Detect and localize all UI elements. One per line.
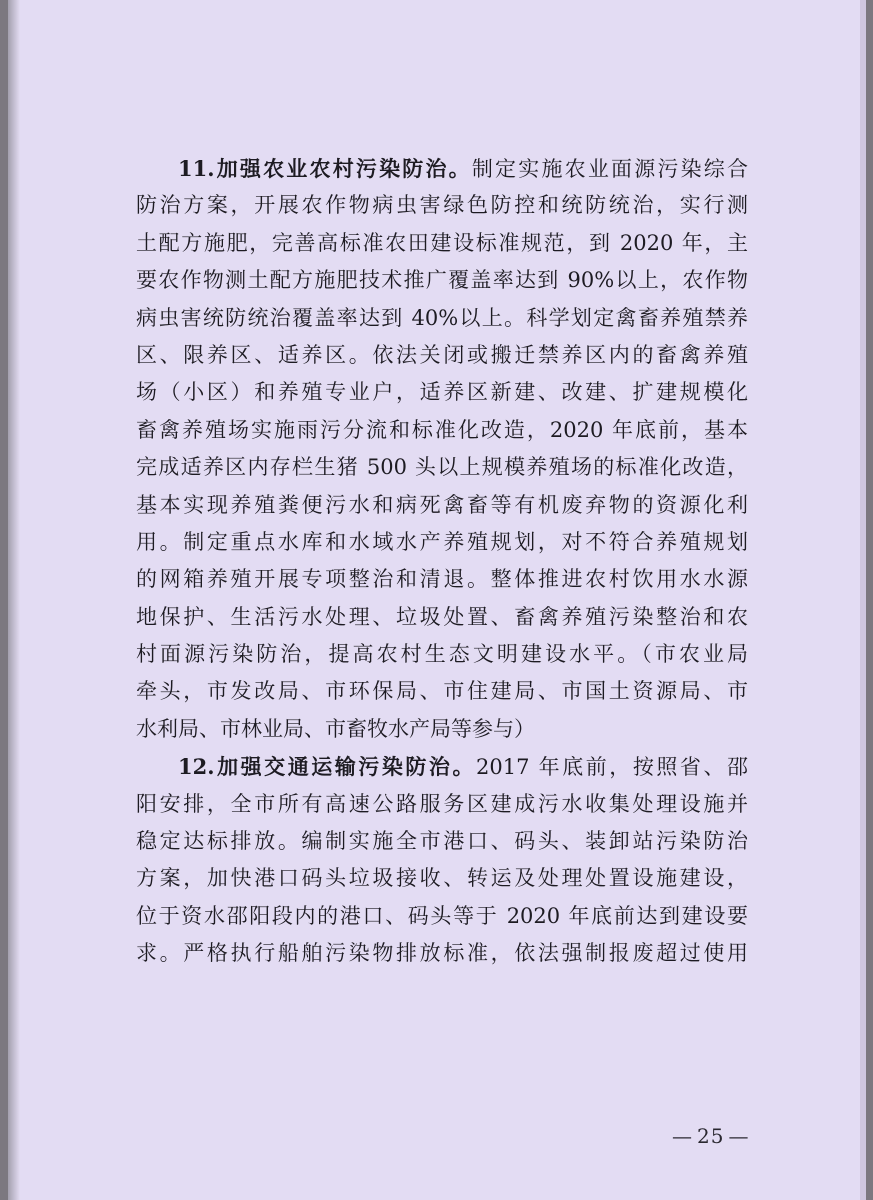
section-12-line: 求。严格执行船舶污染物排放标准，依法强制报废超过使用 xyxy=(136,941,748,966)
section-11-line: 的网箱养殖开展专项整治和清退。整体推进农村饮用水水源 xyxy=(136,567,748,592)
section-11-line: 土配方施肥，完善高标准农田建设标准规范，到 2020 年，主 xyxy=(136,230,748,255)
page-number xyxy=(668,1124,753,1148)
section-12-line: 方案，加快港口码头垃圾接收、转运及处理处置设施建设， xyxy=(136,866,748,891)
section-12-heading: 12.加强交通运输污染防治。 xyxy=(178,754,477,780)
section-11-line: 制定实施农业面源污染综合 xyxy=(471,157,748,181)
section-11-line: 畜禽养殖场实施雨污分流和标准化改造，2020 年底前，基本 xyxy=(136,417,748,442)
section-11-line: 病虫害统防统治覆盖率达到 40%以上。科学划定禽畜养殖禁养 xyxy=(136,305,748,330)
page-number-value: 25 xyxy=(697,1124,725,1148)
page-number-dash-right: — xyxy=(728,1124,750,1148)
section-11-line: 完成适养区内存栏生猪 500 头以上规模养殖场的标准化改造， xyxy=(136,455,748,480)
page-edge xyxy=(860,0,866,1200)
section-11-line: 地保护、生活污水处理、垃圾处置、畜禽养殖污染整治和农 xyxy=(136,604,748,629)
page-binding-shadow xyxy=(8,0,20,1200)
section-11-line: 要农作物测土配方施肥技术推广覆盖率达到 90%以上，农作物 xyxy=(136,268,748,293)
section-11-first-line xyxy=(136,150,748,187)
section-11-line: 用。制定重点水库和水域水产养殖规划，对不符合养殖规划 xyxy=(136,529,748,554)
section-11-line: 防治方案，开展农作物病虫害绿色防控和统防统治，实行测 xyxy=(136,193,748,218)
page-number-dash-left: — xyxy=(672,1124,693,1148)
document-page xyxy=(8,0,866,1200)
section-11-line: 牵头，市发改局、市环保局、市住建局、市国土资源局、市 xyxy=(136,679,748,704)
section-11-line: 场（小区）和养殖专业户，适养区新建、改建、扩建规模化 xyxy=(136,380,748,405)
section-12-line: 稳定达标排放。编制实施全市港口、码头、装卸站污染防治 xyxy=(136,829,748,854)
document-body xyxy=(136,150,748,973)
section-12-line: 位于资水邵阳段内的港口、码头等于 2020 年底前达到建设要 xyxy=(136,903,748,928)
section-11-line: 基本实现养殖粪便污水和病死禽畜等有机废弃物的资源化利 xyxy=(136,492,748,517)
section-12-first-line xyxy=(136,748,748,785)
section-12-line: 2017 年底前，按照省、邵 xyxy=(476,755,748,780)
section-11-line: 水利局、市林业局、市畜牧水产局等参与） xyxy=(136,716,535,741)
section-12-line: 阳安排，全市所有高速公路服务区建成污水收集处理设施并 xyxy=(136,791,748,816)
section-11-line: 区、限养区、适养区。依法关闭或搬迁禁养区内的畜禽养殖 xyxy=(136,342,748,367)
section-11-heading: 11.加强农业农村污染防治。 xyxy=(178,156,472,181)
section-11-line: 村面源污染防治，提高农村生态文明建设水平。（市农业局 xyxy=(136,642,748,667)
